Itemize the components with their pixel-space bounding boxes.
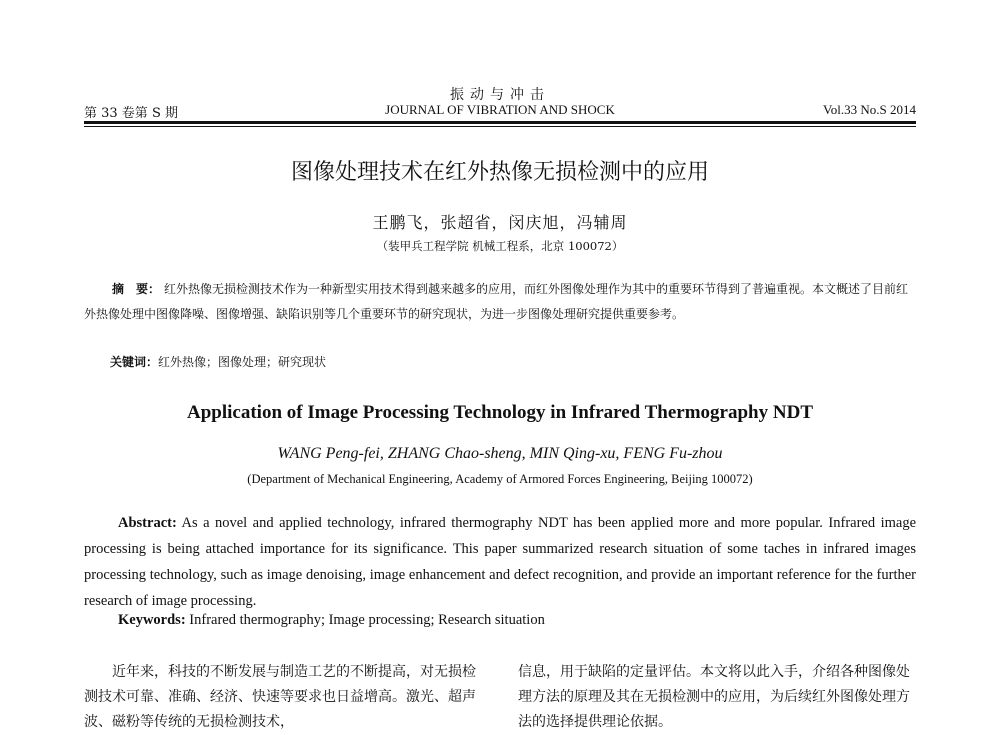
affiliation-en: (Department of Mechanical Engineering, Academy of Armored Forces Engineering, Beijing 100072) (247, 472, 753, 486)
abstract-cn-label: 摘 要： (112, 282, 161, 296)
journal-name-en: JOURNAL OF VIBRATION AND SHOCK (385, 102, 615, 117)
abstract-cn-text: 红外热像无损检测技术作为一种新型实用技术得到越来越多的应用，而红外图像处理作为其中的重要环节得到了普遍重视。本文概述了目前红外热像处理中图像降噪、图像增强、缺陷识别等几个重要环节的研究现状，为进一步图像处理研究提供重要参考。 (84, 282, 909, 321)
issue-info-cn: 第 33 卷第 S 期 (84, 106, 178, 121)
keywords-cn-text: 红外热像；图像处理；研究现状 (158, 355, 327, 369)
abstract-en-label: Abstract: (118, 515, 177, 531)
header-rule-thick (84, 121, 916, 124)
keywords-en-label: Keywords: (118, 612, 186, 628)
abstract-en (84, 510, 916, 614)
issue-info-en: Vol.33 No.S 2014 (823, 102, 916, 117)
abstract-en-text: As a novel and applied technology, infrared thermography NDT has been applied more and more popular. Infrared image processing is being attached importance for its significance. This paper summarized research situation of some taches in infrared images processing technology, such as image denoising, image enhancement and defect recognition, and provide an important reference for the further research of image processing. (84, 515, 916, 609)
authors-en: WANG Peng-fei, ZHANG Chao-sheng, MIN Qing-xu, FENG Fu-zhou (277, 445, 723, 462)
header-rule-thin (84, 126, 916, 127)
paper-title-cn: 图像处理技术在红外热像无损检测中的应用 (290, 160, 709, 185)
keywords-cn-label: 关键词： (110, 355, 159, 369)
keywords-en (118, 612, 545, 629)
body-column-right: 信息，用于缺陷的定量评估。本文将以此入手，介绍各种图像处理方法的原理及其在无损检测中的应用，为后续红外图像处理方法的选择提供理论依据。 (518, 664, 910, 730)
journal-name-cn: 振动与冲击 (450, 87, 550, 103)
authors-cn: 王鹏飞，张超省，闵庆旭，冯辅周 (372, 213, 628, 232)
keywords-cn (110, 353, 326, 370)
affiliation-cn: （装甲兵工程学院 机械工程系，北京 100072） (376, 239, 624, 253)
body-column-left: 近年来，科技的不断发展与制造工艺的不断提高，对无损检测技术可靠、准确、经济、快速等要求也日益增高。激光、超声波、磁粉等传统的无损检测技术， (84, 664, 476, 730)
abstract-cn (84, 277, 916, 327)
paper-title-en: Application of Image Processing Technology in Infrared Thermography NDT (187, 402, 813, 423)
keywords-en-text: Infrared thermography; Image processing; Research situation (189, 612, 545, 628)
